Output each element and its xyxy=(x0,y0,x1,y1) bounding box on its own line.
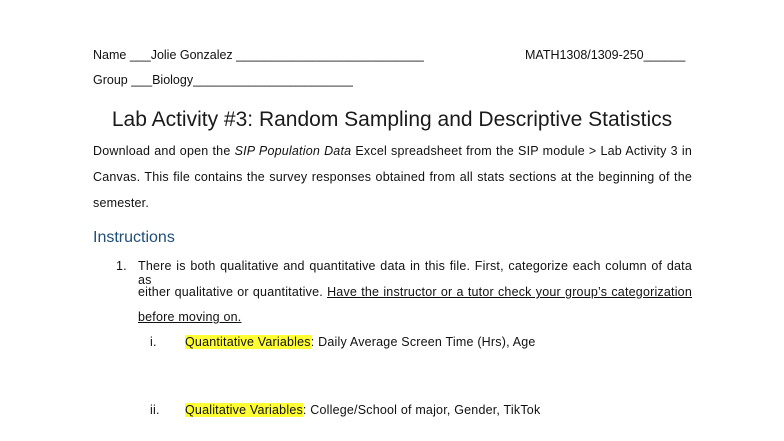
item1-line-2 xyxy=(138,285,692,299)
name-value: Jolie Gonzalez xyxy=(150,48,233,62)
item1-line-1: There is both qualitative and quantitative data in this file. First, categorize each column of data as xyxy=(138,259,692,287)
name-label: Name ___ xyxy=(93,48,151,62)
item-number: 1. xyxy=(116,259,127,273)
group-line: _______________________ xyxy=(193,73,353,87)
group-field xyxy=(93,73,353,87)
subitem-numeral-ii: ii. xyxy=(150,403,160,417)
item1-line-3: before moving on. xyxy=(138,310,242,324)
quantitative-list: : Daily Average Screen Time (Hrs), Age xyxy=(310,335,536,349)
group-label: Group ___ xyxy=(93,73,153,87)
name-field xyxy=(93,48,424,62)
subitem-qualitative xyxy=(185,403,540,417)
item1-underlined-text: Have the instructor or a tutor check your group’s categorization xyxy=(327,285,692,299)
document-title: Lab Activity #3: Random Sampling and Descriptive Statistics xyxy=(111,108,673,131)
course-code: MATH1308/1309-250______ xyxy=(525,48,686,62)
intro-line-3: semester. xyxy=(93,196,149,210)
item1-plain-text: either qualitative or quantitative. xyxy=(138,285,328,299)
intro-line-2: Canvas. This file contains the survey responses obtained from all stats sections at the beginning of the xyxy=(93,170,692,184)
subitem-numeral-i: i. xyxy=(150,335,157,349)
quantitative-label: Quantitative Variables xyxy=(185,335,311,349)
intro-text-b: Excel spreadsheet from the SIP module > Lab Activity 3 in xyxy=(351,144,692,158)
group-value: Biology xyxy=(152,73,194,87)
intro-text-a: Download and open the xyxy=(93,144,235,158)
intro-italic-filename: SIP Population Data xyxy=(234,144,352,158)
name-line: ___________________________ xyxy=(232,48,424,62)
subitem-quantitative xyxy=(185,335,536,349)
instructions-heading: Instructions xyxy=(93,229,175,246)
qualitative-label: Qualitative Variables xyxy=(185,403,303,417)
qualitative-list: : College/School of major, Gender, TikTok xyxy=(302,403,541,417)
intro-line-1 xyxy=(93,144,692,158)
